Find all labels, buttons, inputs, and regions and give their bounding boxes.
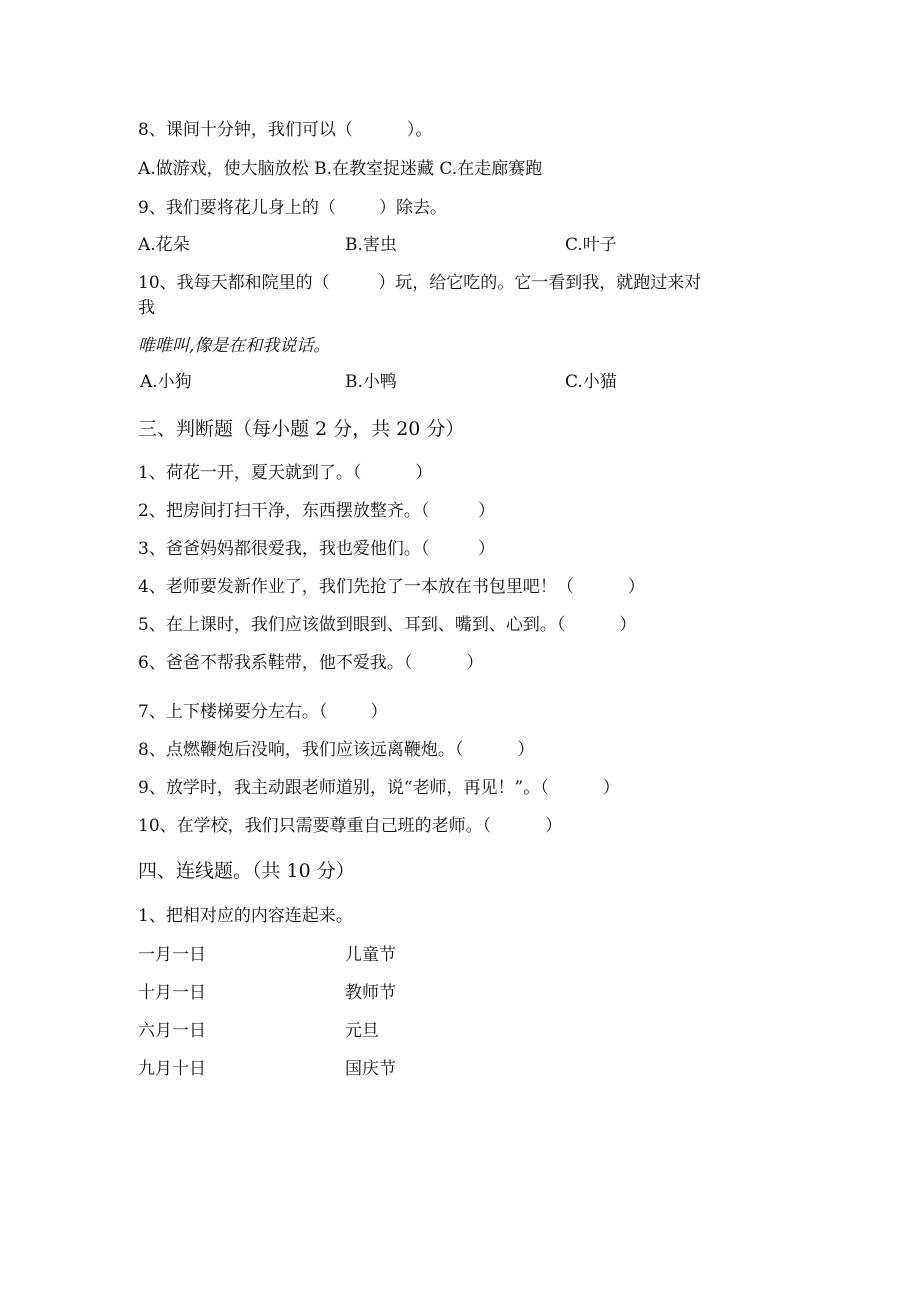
judge-item-7: 7、上下楼梯要分左右。（ ） <box>138 702 388 722</box>
judge-item-4: 4、老师要发新作业了，我们先抢了一本放在书包里吧！（ ） <box>138 577 645 597</box>
q8-stem: 8、课间十分钟，我们可以（ ）。 <box>138 120 433 140</box>
judge-item-8: 8、点燃鞭炮后没响，我们应该远离鞭炮。（ ） <box>138 740 535 760</box>
judge-item-10: 10、在学校，我们只需要尊重自己班的老师。（ ） <box>138 816 563 836</box>
judge-item-9: 9、放学时，我主动跟老师道别，说“老师，再见！”。（ ） <box>138 778 620 798</box>
q10-stem-line2: 我 <box>138 298 155 318</box>
match-right-4: 国庆节 <box>345 1059 396 1079</box>
judge-item-5: 5、在上课时，我们应该做到眼到、耳到、嘴到、心到。（ ） <box>138 615 637 635</box>
match-left-3: 六月一日 <box>138 1021 206 1041</box>
q10-option-a: A.小狗 <box>140 372 192 392</box>
q8-options: A.做游戏，使大脑放松 B.在教室捉迷藏 C.在走廊赛跑 <box>138 159 543 179</box>
section3-title: 三、判断题（每小题 2 分，共 20 分） <box>138 418 465 440</box>
match-right-1: 儿童节 <box>345 945 396 965</box>
judge-item-1: 1、荷花一开，夏天就到了。（ ） <box>138 463 433 483</box>
matching-instruction: 1、把相对应的内容连起来。 <box>138 906 353 926</box>
judge-item-6: 6、爸爸不帮我系鞋带，他不爱我。（ ） <box>138 653 484 673</box>
q9-stem: 9、我们要将花儿身上的（ ）除去。 <box>138 198 448 218</box>
q10-option-c: C.小猫 <box>565 372 617 392</box>
match-left-1: 一月一日 <box>138 945 206 965</box>
q10-stem-line3: 唯唯叫,像是在和我说话。 <box>138 336 331 356</box>
q9-option-b: B.害虫 <box>345 235 397 255</box>
match-right-2: 教师节 <box>345 983 396 1003</box>
q10-stem-line1: 10、我每天都和院里的（ ）玩，给它吃的。它一看到我，就跑过来对 <box>138 273 702 293</box>
match-left-2: 十月一日 <box>138 983 206 1003</box>
match-right-3: 元旦 <box>345 1021 379 1041</box>
judge-item-3: 3、爸爸妈妈都很爱我，我也爱他们。（ ） <box>138 539 495 559</box>
match-left-4: 九月十日 <box>138 1059 206 1079</box>
judge-item-2: 2、把房间打扫干净，东西摆放整齐。（ ） <box>138 501 495 521</box>
q10-option-b: B.小鸭 <box>345 372 397 392</box>
section4-title: 四、连线题。（共 10 分） <box>138 860 355 882</box>
q9-option-a: A.花朵 <box>138 235 190 255</box>
q9-option-c: C.叶子 <box>565 235 617 255</box>
